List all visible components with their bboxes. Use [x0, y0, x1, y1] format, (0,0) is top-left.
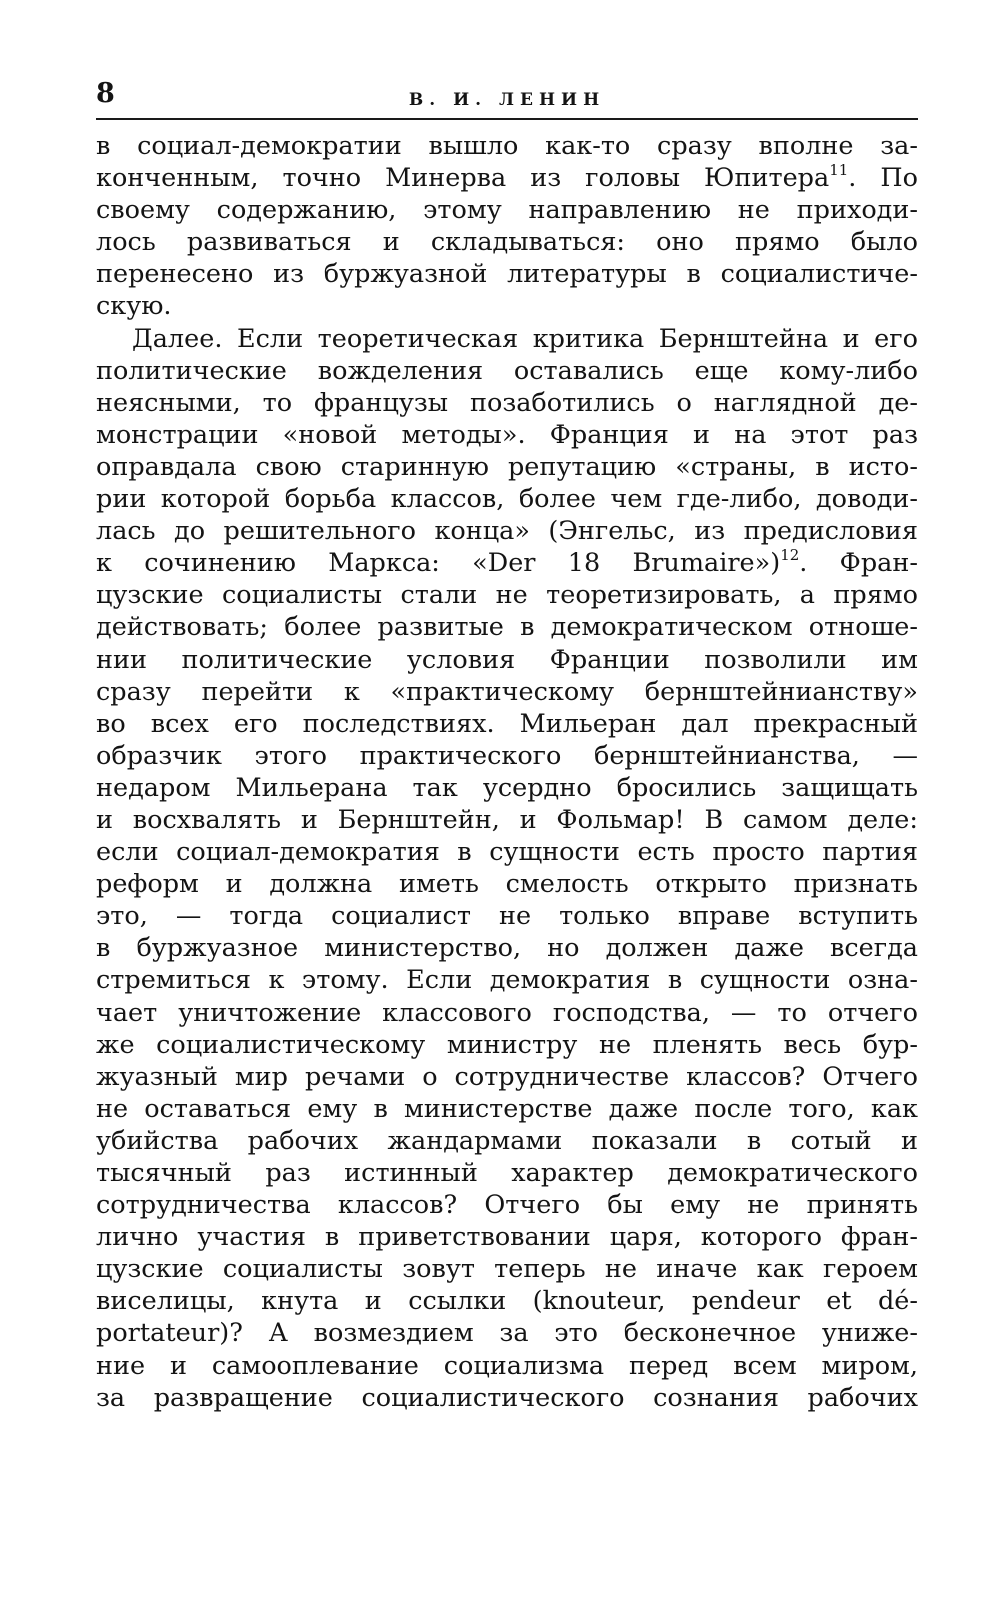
text-line: лось развиваться и складываться: оно прямо было: [96, 227, 918, 258]
text-line: своему содержанию, этому направлению не приходи-: [96, 195, 918, 226]
text-line: лась до решительного конца» (Энгельс, из предисловия: [96, 516, 918, 547]
text-line: неясными, то французы позаботились о наглядной де-: [96, 387, 918, 418]
text-line: во всех его последствиях. Мильеран дал прекрасный: [96, 708, 918, 739]
text-line: сотрудничества классов? Отчего бы ему не принять: [96, 1190, 918, 1221]
text-line: лично участия в приветствовании царя, которого фран-: [96, 1222, 918, 1253]
text-line: жуазный мир речами о сотрудничестве классов? Отчего: [96, 1061, 918, 1092]
text-line: к сочинению Маркса: «Der 18 Brumaire»)$^{12}$. Фран-: [96, 546, 918, 579]
text-line: цузские социалисты стали не теоретизировать, а прямо: [96, 580, 918, 611]
text-line: стремиться к этому. Если демократия в сущности озна-: [96, 965, 918, 996]
text-line: недаром Мильерана так усердно бросились защищать: [96, 772, 918, 803]
text-line: оправдала свою старинную репутацию «страны, в исто-: [96, 451, 918, 482]
text-line: если социал-демократия в сущности есть просто партия: [96, 837, 918, 868]
body-text: [96, 130, 918, 1414]
text-line: нии политические условия Франции позволили им: [96, 644, 918, 675]
page-number: 8: [96, 78, 115, 109]
text-line: это, — тогда социалист не только вправе вступить: [96, 901, 918, 932]
text-line: в буржуазное министерство, но должен даже всегда: [96, 933, 918, 964]
text-line: конченным, точно Минерва из головы Юпитера$^{11}$. По: [96, 161, 918, 194]
text-line: убийства рабочих жандармами показали в сотый и: [96, 1125, 918, 1156]
text-line: и восхвалять и Бернштейн, и Фольмар! В самом деле:: [96, 804, 918, 835]
text-line: ние и самооплевание социализма перед всем миром,: [96, 1350, 918, 1381]
page-header: [96, 78, 918, 120]
text-line: сразу перейти к «практическому бернштейнианству»: [96, 676, 918, 707]
text-line: чает уничтожение классового господства, — то отчего: [96, 997, 918, 1028]
text-line: перенесено из буржуазной литературы в социалистиче-: [96, 259, 918, 290]
text-line: в социал-демократии вышло как-то сразу вполне за-: [96, 131, 918, 161]
text-line: portateur)? А возмездием за это бесконечное униже-: [96, 1318, 918, 1349]
text-line: Далее. Если теоретическая критика Бернштейна и его: [132, 323, 918, 354]
text-line: образчик этого практического бернштейнианства, —: [96, 740, 918, 771]
text-line: не оставаться ему в министерстве даже после того, как: [96, 1093, 918, 1124]
text-line: монстрации «новой методы». Франция и на этот раз: [96, 419, 918, 450]
text-line: виселицы, кнута и ссылки (knouteur, pendeur et dé-: [96, 1286, 918, 1317]
text-line: цузские социалисты зовут теперь не иначе как героем: [96, 1254, 918, 1285]
book-page: [96, 78, 918, 1414]
text-line: рии которой борьба классов, более чем где-либо, доводи-: [96, 484, 918, 515]
text-line: тысячный раз истинный характер демократического: [96, 1158, 918, 1188]
text-line: действовать; более развитые в демократическом отноше-: [96, 612, 918, 643]
text-line: за развращение социалистического сознания рабочих: [96, 1382, 918, 1413]
text-line: же социалистическому министру не пленять весь бур-: [96, 1029, 918, 1060]
running-title: В. И. ЛЕНИН: [408, 90, 606, 110]
footnote-marker: 12: [780, 546, 800, 565]
text-line: скую.: [96, 291, 172, 322]
text-line: реформ и должна иметь смелость открыто признать: [96, 869, 918, 900]
footnote-marker: 11: [829, 161, 849, 180]
text-line: политические вожделения оставались еще кому-либо: [96, 355, 918, 386]
